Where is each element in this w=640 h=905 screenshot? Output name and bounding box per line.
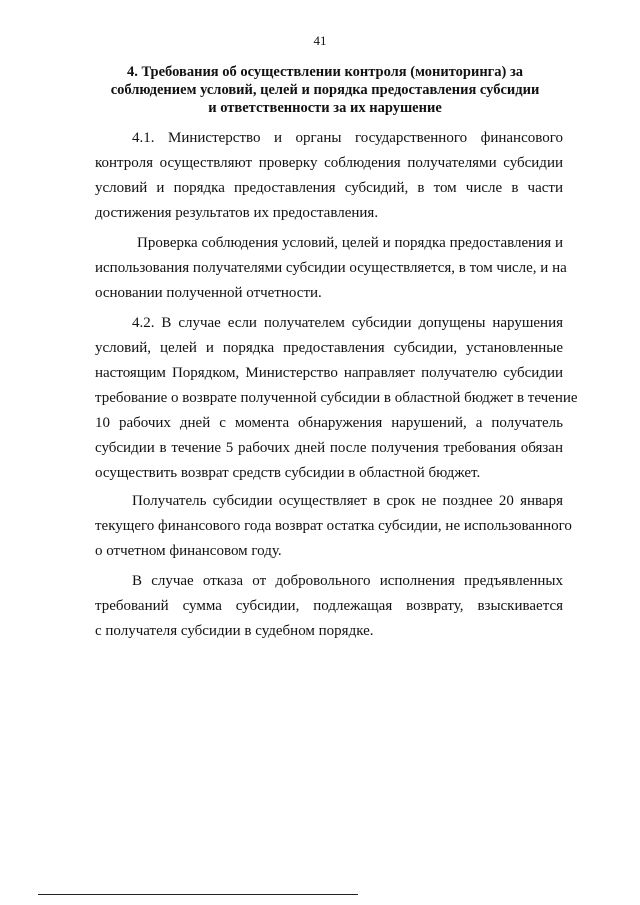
text-line: условий, целей и порядка предоставления субсидии, установленные [95, 340, 563, 356]
heading-line: 4. Требования об осуществлении контроля (мониторинга) за [126, 64, 524, 80]
page-number: 41 [313, 33, 327, 48]
text-line: субсидии в течение 5 рабочих дней после получения требования обязан [95, 440, 563, 456]
text-line: требований сумма субсидии, подлежащая возврату, взыскивается [95, 598, 563, 614]
text-line: В случае отказа от добровольного исполнения предъявленных [132, 573, 563, 589]
text-line: контроля осуществляют проверку соблюдения получателями субсидии [95, 155, 563, 171]
paragraph-remainder-return [95, 489, 572, 564]
paragraph-refusal [95, 569, 563, 644]
text-line: основании полученной отчетности. [95, 285, 322, 301]
text-line: с получателя субсидии в судебном порядке. [95, 623, 374, 639]
text-line: требование о возврате полученной субсидии в областной бюджет в течение [95, 390, 578, 406]
section-heading [95, 63, 555, 117]
text-line: осуществить возврат средств субсидии в областной бюджет. [95, 465, 481, 481]
footer-rule [38, 894, 358, 895]
text-line: 4.1. Министерство и органы государственного финансового [132, 130, 563, 146]
text-line: Проверка соблюдения условий, целей и порядка предоставления и [137, 235, 563, 251]
paragraph-4-1 [95, 126, 563, 226]
text-line: о отчетном финансовом году. [95, 543, 282, 559]
paragraph-4-2 [95, 311, 578, 486]
text-line: использования получателями субсидии осуществляется, в том числе, и на [95, 260, 567, 276]
heading-line: и ответственности за их нарушение [208, 100, 442, 116]
text-line: 4.2. В случае если получателем субсидии допущены нарушения [132, 315, 563, 331]
heading-line: соблюдением условий, целей и порядка предоставления субсидии [110, 82, 540, 98]
text-line: условий и порядка предоставления субсидий, в том числе в части [95, 180, 563, 196]
text-line: настоящим Порядком, Министерство направляет получателю субсидии [95, 365, 563, 381]
paragraph-verification [95, 231, 567, 306]
text-line: текущего финансового года возврат остатка субсидии, не использованного [95, 518, 572, 534]
text-line: Получатель субсидии осуществляет в срок не позднее 20 января [132, 493, 563, 509]
text-line: достижения результатов их предоставления. [95, 205, 379, 221]
text-line: 10 рабочих дней с момента обнаружения нарушений, а получатель [95, 415, 563, 431]
